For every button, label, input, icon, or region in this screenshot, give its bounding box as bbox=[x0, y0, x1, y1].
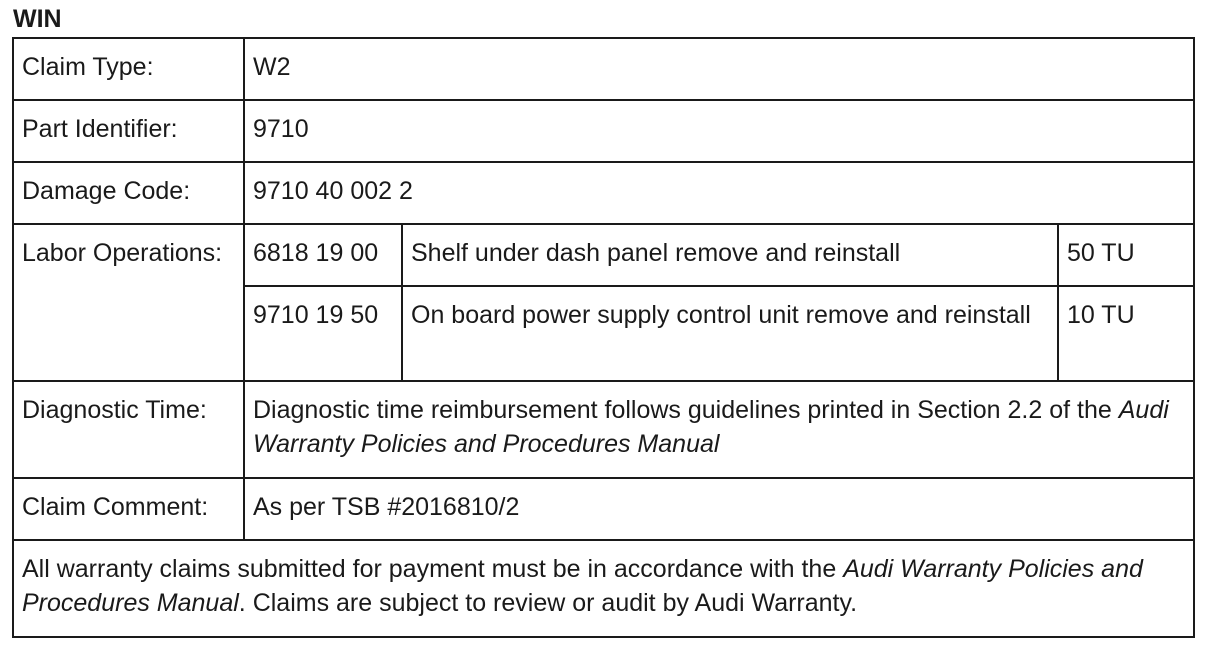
part-identifier-value: 9710 bbox=[244, 100, 1194, 162]
damage-code-value: 9710 40 002 2 bbox=[244, 162, 1194, 224]
claim-type-value: W2 bbox=[244, 38, 1194, 100]
labor-operation-time: 10 TU bbox=[1058, 286, 1194, 381]
footer-manual-title: Audi Warranty Policies and Procedures Manual bbox=[22, 555, 1143, 617]
claim-type-row bbox=[13, 38, 1194, 100]
claim-type-label: Claim Type: bbox=[13, 38, 244, 100]
labor-operation-code: 6818 19 00 bbox=[244, 224, 402, 286]
damage-code-label: Damage Code: bbox=[13, 162, 244, 224]
document-heading: WIN bbox=[13, 5, 62, 33]
labor-operation-row bbox=[13, 224, 1194, 286]
diagnostic-time-text: Diagnostic time reimbursement follows guidelines printed in Section 2.2 of the bbox=[253, 396, 1119, 424]
claim-comment-row bbox=[13, 478, 1194, 540]
labor-operation-code: 9710 19 50 bbox=[244, 286, 402, 381]
diagnostic-time-row bbox=[13, 381, 1194, 478]
diagnostic-time-label: Diagnostic Time: bbox=[13, 381, 244, 478]
part-identifier-label: Part Identifier: bbox=[13, 100, 244, 162]
footer-text-end: . Claims are subject to review or audit by Audi Warranty. bbox=[238, 589, 858, 617]
footer-text-start: All warranty claims submitted for payment must be in accordance with the bbox=[22, 555, 844, 583]
claim-comment-label: Claim Comment: bbox=[13, 478, 244, 540]
diagnostic-time-value bbox=[244, 381, 1194, 478]
labor-operations-label: Labor Operations: bbox=[13, 224, 244, 381]
footer-row bbox=[13, 540, 1194, 637]
manual-title: Audi Warranty Policies and Procedures Manual bbox=[253, 396, 1169, 458]
labor-operation-time: 50 TU bbox=[1058, 224, 1194, 286]
claim-comment-value: As per TSB #2016810/2 bbox=[244, 478, 1194, 540]
damage-code-row bbox=[13, 162, 1194, 224]
labor-operation-description: Shelf under dash panel remove and reinstall bbox=[402, 224, 1058, 286]
warranty-info-table bbox=[12, 37, 1195, 638]
part-identifier-row bbox=[13, 100, 1194, 162]
footer-note bbox=[13, 540, 1194, 637]
labor-operation-description: On board power supply control unit remove and reinstall bbox=[402, 286, 1058, 381]
